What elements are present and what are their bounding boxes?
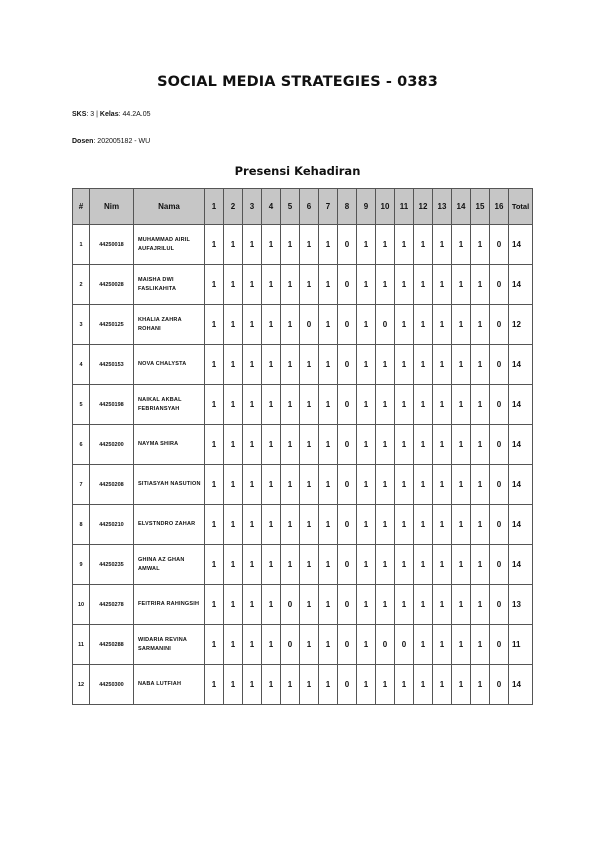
header-meeting-8: 8 <box>338 189 357 225</box>
attendance-cell: 1 <box>224 665 243 705</box>
student-nim: 44250153 <box>90 345 134 385</box>
attendance-cell: 1 <box>433 385 452 425</box>
attendance-cell: 0 <box>338 305 357 345</box>
student-name: MUHAMMAD AIRIL AUFAJRILUL <box>134 225 205 265</box>
attendance-cell: 1 <box>205 305 224 345</box>
attendance-cell: 1 <box>414 625 433 665</box>
attendance-cell: 1 <box>243 345 262 385</box>
table-row <box>73 265 533 305</box>
header-meeting-9: 9 <box>357 189 376 225</box>
attendance-cell: 1 <box>319 585 338 625</box>
student-nim: 44250210 <box>90 505 134 545</box>
attendance-cell: 1 <box>319 465 338 505</box>
row-number: 3 <box>73 305 90 345</box>
attendance-cell: 1 <box>376 465 395 505</box>
attendance-cell: 0 <box>490 425 509 465</box>
attendance-cell: 1 <box>452 225 471 265</box>
attendance-cell: 1 <box>243 545 262 585</box>
row-number: 2 <box>73 265 90 305</box>
document-title: SOCIAL MEDIA STRATEGIES - 0383 <box>157 74 438 90</box>
attendance-cell: 1 <box>433 465 452 505</box>
header-meeting-10: 10 <box>376 189 395 225</box>
attendance-cell: 1 <box>262 505 281 545</box>
student-nim: 44250278 <box>90 585 134 625</box>
attendance-cell: 1 <box>414 385 433 425</box>
attendance-cell: 0 <box>338 545 357 585</box>
dosen-value: : 202005182 - WU <box>93 138 151 145</box>
attendance-cell: 1 <box>281 225 300 265</box>
attendance-cell: 1 <box>243 425 262 465</box>
attendance-cell: 1 <box>452 465 471 505</box>
student-nim: 44250235 <box>90 545 134 585</box>
attendance-cell: 1 <box>395 505 414 545</box>
attendance-cell: 1 <box>262 425 281 465</box>
attendance-cell: 1 <box>414 665 433 705</box>
header-meeting-5: 5 <box>281 189 300 225</box>
attendance-cell: 1 <box>243 305 262 345</box>
attendance-cell: 1 <box>414 465 433 505</box>
attendance-cell: 1 <box>376 585 395 625</box>
attendance-cell: 1 <box>300 465 319 505</box>
dosen-label: Dosen <box>72 138 94 145</box>
attendance-cell: 1 <box>395 385 414 425</box>
student-nim: 44250208 <box>90 465 134 505</box>
attendance-cell: 1 <box>262 625 281 665</box>
attendance-cell: 1 <box>205 545 224 585</box>
student-nim: 44250028 <box>90 265 134 305</box>
attendance-cell: 1 <box>471 385 490 425</box>
row-number: 12 <box>73 665 90 705</box>
attendance-cell: 1 <box>243 625 262 665</box>
row-number: 11 <box>73 625 90 665</box>
sks-value: : 3 | <box>86 111 100 118</box>
attendance-cell: 1 <box>224 545 243 585</box>
attendance-cell: 1 <box>357 545 376 585</box>
attendance-cell: 1 <box>357 625 376 665</box>
attendance-cell: 1 <box>433 345 452 385</box>
attendance-cell: 1 <box>414 305 433 345</box>
attendance-cell: 0 <box>338 265 357 305</box>
attendance-cell: 0 <box>490 665 509 705</box>
attendance-total: 14 <box>509 265 533 305</box>
header-nama: Nama <box>134 189 205 225</box>
student-nim: 44250198 <box>90 385 134 425</box>
table-row <box>73 425 533 465</box>
attendance-cell: 1 <box>395 225 414 265</box>
attendance-cell: 1 <box>376 225 395 265</box>
attendance-cell: 1 <box>319 385 338 425</box>
table-row <box>73 505 533 545</box>
attendance-cell: 1 <box>452 345 471 385</box>
header-meeting-4: 4 <box>262 189 281 225</box>
attendance-cell: 1 <box>300 665 319 705</box>
row-number: 10 <box>73 585 90 625</box>
attendance-cell: 0 <box>490 265 509 305</box>
attendance-cell: 1 <box>471 345 490 385</box>
attendance-cell: 1 <box>243 385 262 425</box>
attendance-cell: 0 <box>338 345 357 385</box>
attendance-cell: 1 <box>319 505 338 545</box>
attendance-cell: 1 <box>471 505 490 545</box>
attendance-cell: 1 <box>300 265 319 305</box>
attendance-cell: 1 <box>452 665 471 705</box>
attendance-cell: 1 <box>281 425 300 465</box>
table-row <box>73 585 533 625</box>
attendance-cell: 1 <box>433 665 452 705</box>
attendance-cell: 1 <box>395 465 414 505</box>
table-row <box>73 465 533 505</box>
attendance-cell: 1 <box>205 345 224 385</box>
attendance-cell: 0 <box>490 545 509 585</box>
attendance-cell: 0 <box>300 305 319 345</box>
attendance-cell: 1 <box>300 425 319 465</box>
attendance-cell: 1 <box>452 505 471 545</box>
attendance-cell: 1 <box>395 345 414 385</box>
attendance-cell: 1 <box>224 225 243 265</box>
attendance-cell: 1 <box>281 265 300 305</box>
header-meeting-15: 15 <box>471 189 490 225</box>
row-number: 8 <box>73 505 90 545</box>
student-name: ELVSTNDRO ZAHAR <box>134 505 205 545</box>
attendance-cell: 0 <box>490 305 509 345</box>
attendance-cell: 1 <box>433 585 452 625</box>
attendance-cell: 1 <box>205 265 224 305</box>
attendance-cell: 0 <box>490 385 509 425</box>
table-row <box>73 345 533 385</box>
attendance-cell: 1 <box>319 225 338 265</box>
attendance-cell: 1 <box>281 305 300 345</box>
attendance-cell: 1 <box>205 665 224 705</box>
attendance-cell: 1 <box>395 665 414 705</box>
student-name: NAYMA SHIRA <box>134 425 205 465</box>
attendance-cell: 1 <box>357 465 376 505</box>
attendance-total: 14 <box>509 345 533 385</box>
attendance-cell: 1 <box>281 465 300 505</box>
attendance-cell: 0 <box>490 505 509 545</box>
attendance-cell: 1 <box>224 425 243 465</box>
attendance-cell: 1 <box>262 385 281 425</box>
attendance-cell: 1 <box>471 545 490 585</box>
row-number: 6 <box>73 425 90 465</box>
attendance-cell: 0 <box>338 225 357 265</box>
attendance-cell: 1 <box>243 585 262 625</box>
attendance-cell: 1 <box>205 425 224 465</box>
attendance-cell: 1 <box>357 665 376 705</box>
attendance-cell: 1 <box>433 225 452 265</box>
attendance-total: 14 <box>509 425 533 465</box>
attendance-cell: 1 <box>300 545 319 585</box>
attendance-cell: 1 <box>376 345 395 385</box>
row-number: 4 <box>73 345 90 385</box>
attendance-cell: 1 <box>357 305 376 345</box>
attendance-cell: 1 <box>281 545 300 585</box>
student-name: NOVA CHALYSTA <box>134 345 205 385</box>
table-row <box>73 305 533 345</box>
attendance-cell: 1 <box>243 265 262 305</box>
row-number: 1 <box>73 225 90 265</box>
attendance-cell: 0 <box>490 625 509 665</box>
student-name: WIDARIA REVINA SARMANINI <box>134 625 205 665</box>
table-row <box>73 625 533 665</box>
attendance-cell: 0 <box>376 305 395 345</box>
attendance-cell: 1 <box>452 425 471 465</box>
student-name: FEITRIRA RAHINGSIH <box>134 585 205 625</box>
header-nim: Nim <box>90 189 134 225</box>
attendance-cell: 1 <box>205 385 224 425</box>
header-meeting-2: 2 <box>224 189 243 225</box>
attendance-cell: 0 <box>490 585 509 625</box>
attendance-cell: 1 <box>262 225 281 265</box>
attendance-cell: 0 <box>281 625 300 665</box>
attendance-total: 12 <box>509 305 533 345</box>
attendance-cell: 1 <box>433 545 452 585</box>
attendance-cell: 0 <box>338 425 357 465</box>
header-meeting-12: 12 <box>414 189 433 225</box>
student-name: SITIASYAH NASUTION <box>134 465 205 505</box>
attendance-cell: 1 <box>376 425 395 465</box>
attendance-cell: 1 <box>471 425 490 465</box>
header-meeting-3: 3 <box>243 189 262 225</box>
student-name: NABA LUTFIAH <box>134 665 205 705</box>
attendance-cell: 1 <box>471 465 490 505</box>
attendance-cell: 1 <box>243 465 262 505</box>
attendance-cell: 1 <box>319 665 338 705</box>
row-number: 9 <box>73 545 90 585</box>
attendance-cell: 1 <box>471 585 490 625</box>
attendance-cell: 1 <box>224 305 243 345</box>
attendance-cell: 1 <box>376 505 395 545</box>
student-name: GHINA AZ GHAN AMWAL <box>134 545 205 585</box>
attendance-cell: 1 <box>243 665 262 705</box>
attendance-total: 14 <box>509 665 533 705</box>
student-nim: 44250200 <box>90 425 134 465</box>
attendance-cell: 1 <box>281 505 300 545</box>
attendance-total: 13 <box>509 585 533 625</box>
attendance-cell: 1 <box>224 585 243 625</box>
attendance-cell: 1 <box>262 305 281 345</box>
attendance-cell: 1 <box>243 505 262 545</box>
attendance-total: 11 <box>509 625 533 665</box>
attendance-cell: 1 <box>319 425 338 465</box>
attendance-cell: 1 <box>243 225 262 265</box>
attendance-cell: 1 <box>376 665 395 705</box>
attendance-cell: 1 <box>395 585 414 625</box>
attendance-cell: 1 <box>471 305 490 345</box>
attendance-cell: 1 <box>357 345 376 385</box>
attendance-cell: 1 <box>300 385 319 425</box>
attendance-cell: 1 <box>452 545 471 585</box>
attendance-cell: 1 <box>452 625 471 665</box>
attendance-cell: 1 <box>376 265 395 305</box>
attendance-cell: 0 <box>490 225 509 265</box>
attendance-cell: 1 <box>433 625 452 665</box>
attendance-cell: 1 <box>414 585 433 625</box>
attendance-cell: 0 <box>338 585 357 625</box>
header-meeting-6: 6 <box>300 189 319 225</box>
student-name: MAISHA DWI FASLIKAHITA <box>134 265 205 305</box>
attendance-cell: 1 <box>262 585 281 625</box>
row-number: 7 <box>73 465 90 505</box>
attendance-cell: 1 <box>319 625 338 665</box>
attendance-cell: 1 <box>319 345 338 385</box>
header-meeting-11: 11 <box>395 189 414 225</box>
attendance-cell: 1 <box>224 385 243 425</box>
attendance-cell: 0 <box>338 385 357 425</box>
attendance-cell: 0 <box>490 345 509 385</box>
table-row <box>73 545 533 585</box>
header-total: Total <box>509 189 533 225</box>
attendance-total: 14 <box>509 225 533 265</box>
attendance-cell: 1 <box>205 225 224 265</box>
attendance-total: 14 <box>509 465 533 505</box>
course-info-line <box>72 111 151 118</box>
attendance-cell: 1 <box>414 505 433 545</box>
lecturer-info-line <box>72 138 150 145</box>
attendance-total: 14 <box>509 385 533 425</box>
attendance-cell: 1 <box>471 625 490 665</box>
attendance-cell: 0 <box>281 585 300 625</box>
attendance-cell: 1 <box>205 505 224 545</box>
attendance-cell: 1 <box>433 425 452 465</box>
attendance-cell: 1 <box>395 265 414 305</box>
attendance-cell: 1 <box>452 305 471 345</box>
attendance-cell: 1 <box>205 625 224 665</box>
attendance-cell: 1 <box>262 345 281 385</box>
attendance-cell: 1 <box>376 545 395 585</box>
student-nim: 44250018 <box>90 225 134 265</box>
attendance-cell: 1 <box>224 625 243 665</box>
table-row <box>73 385 533 425</box>
sks-label: SKS <box>72 111 87 118</box>
attendance-cell: 1 <box>300 505 319 545</box>
attendance-cell: 1 <box>433 305 452 345</box>
kelas-label: Kelas <box>99 111 119 118</box>
attendance-cell: 1 <box>281 665 300 705</box>
student-nim: 44250288 <box>90 625 134 665</box>
attendance-cell: 1 <box>262 265 281 305</box>
row-number: 5 <box>73 385 90 425</box>
attendance-cell: 1 <box>357 385 376 425</box>
attendance-cell: 1 <box>357 585 376 625</box>
attendance-table <box>72 188 533 705</box>
attendance-cell: 1 <box>395 545 414 585</box>
attendance-cell: 1 <box>262 665 281 705</box>
header-meeting-14: 14 <box>452 189 471 225</box>
header-meeting-1: 1 <box>205 189 224 225</box>
attendance-total: 14 <box>509 545 533 585</box>
attendance-total: 14 <box>509 505 533 545</box>
attendance-cell: 1 <box>357 265 376 305</box>
attendance-cell: 1 <box>414 545 433 585</box>
attendance-cell: 0 <box>338 665 357 705</box>
header-meeting-13: 13 <box>433 189 452 225</box>
attendance-cell: 1 <box>262 545 281 585</box>
attendance-cell: 1 <box>281 345 300 385</box>
attendance-cell: 1 <box>452 265 471 305</box>
table-row <box>73 665 533 705</box>
attendance-cell: 1 <box>319 265 338 305</box>
attendance-cell: 1 <box>376 385 395 425</box>
attendance-cell: 1 <box>300 585 319 625</box>
student-name: KHALIA ZAHRA ROHANI <box>134 305 205 345</box>
attendance-cell: 1 <box>300 625 319 665</box>
attendance-cell: 1 <box>452 585 471 625</box>
attendance-cell: 1 <box>433 505 452 545</box>
attendance-cell: 1 <box>414 345 433 385</box>
attendance-cell: 1 <box>319 545 338 585</box>
attendance-cell: 1 <box>357 225 376 265</box>
attendance-cell: 1 <box>414 425 433 465</box>
student-name: NAIKAL AKBAL FEBRIANSYAH <box>134 385 205 425</box>
attendance-cell: 1 <box>357 425 376 465</box>
attendance-cell: 1 <box>262 465 281 505</box>
attendance-cell: 1 <box>224 505 243 545</box>
attendance-cell: 1 <box>471 665 490 705</box>
table-header-row <box>73 189 533 225</box>
attendance-cell: 0 <box>490 465 509 505</box>
attendance-cell: 1 <box>224 265 243 305</box>
attendance-heading: Presensi Kehadiran <box>234 164 361 178</box>
attendance-cell: 1 <box>471 225 490 265</box>
attendance-cell: 1 <box>319 305 338 345</box>
attendance-cell: 0 <box>338 505 357 545</box>
attendance-cell: 1 <box>300 345 319 385</box>
attendance-cell: 1 <box>395 305 414 345</box>
attendance-cell: 1 <box>205 465 224 505</box>
attendance-cell: 1 <box>224 345 243 385</box>
header-meeting-16: 16 <box>490 189 509 225</box>
attendance-cell: 1 <box>224 465 243 505</box>
attendance-cell: 1 <box>205 585 224 625</box>
attendance-cell: 1 <box>433 265 452 305</box>
table-row <box>73 225 533 265</box>
attendance-cell: 1 <box>300 225 319 265</box>
attendance-cell: 1 <box>357 505 376 545</box>
header-number: # <box>73 189 90 225</box>
attendance-cell: 0 <box>395 625 414 665</box>
attendance-cell: 0 <box>376 625 395 665</box>
attendance-cell: 1 <box>414 225 433 265</box>
attendance-cell: 1 <box>452 385 471 425</box>
attendance-cell: 0 <box>338 625 357 665</box>
student-nim: 44250300 <box>90 665 134 705</box>
attendance-cell: 1 <box>414 265 433 305</box>
attendance-cell: 1 <box>395 425 414 465</box>
student-nim: 44250125 <box>90 305 134 345</box>
attendance-cell: 1 <box>281 385 300 425</box>
attendance-cell: 1 <box>471 265 490 305</box>
kelas-value: : 44.2A.05 <box>118 111 151 118</box>
header-meeting-7: 7 <box>319 189 338 225</box>
attendance-cell: 0 <box>338 465 357 505</box>
